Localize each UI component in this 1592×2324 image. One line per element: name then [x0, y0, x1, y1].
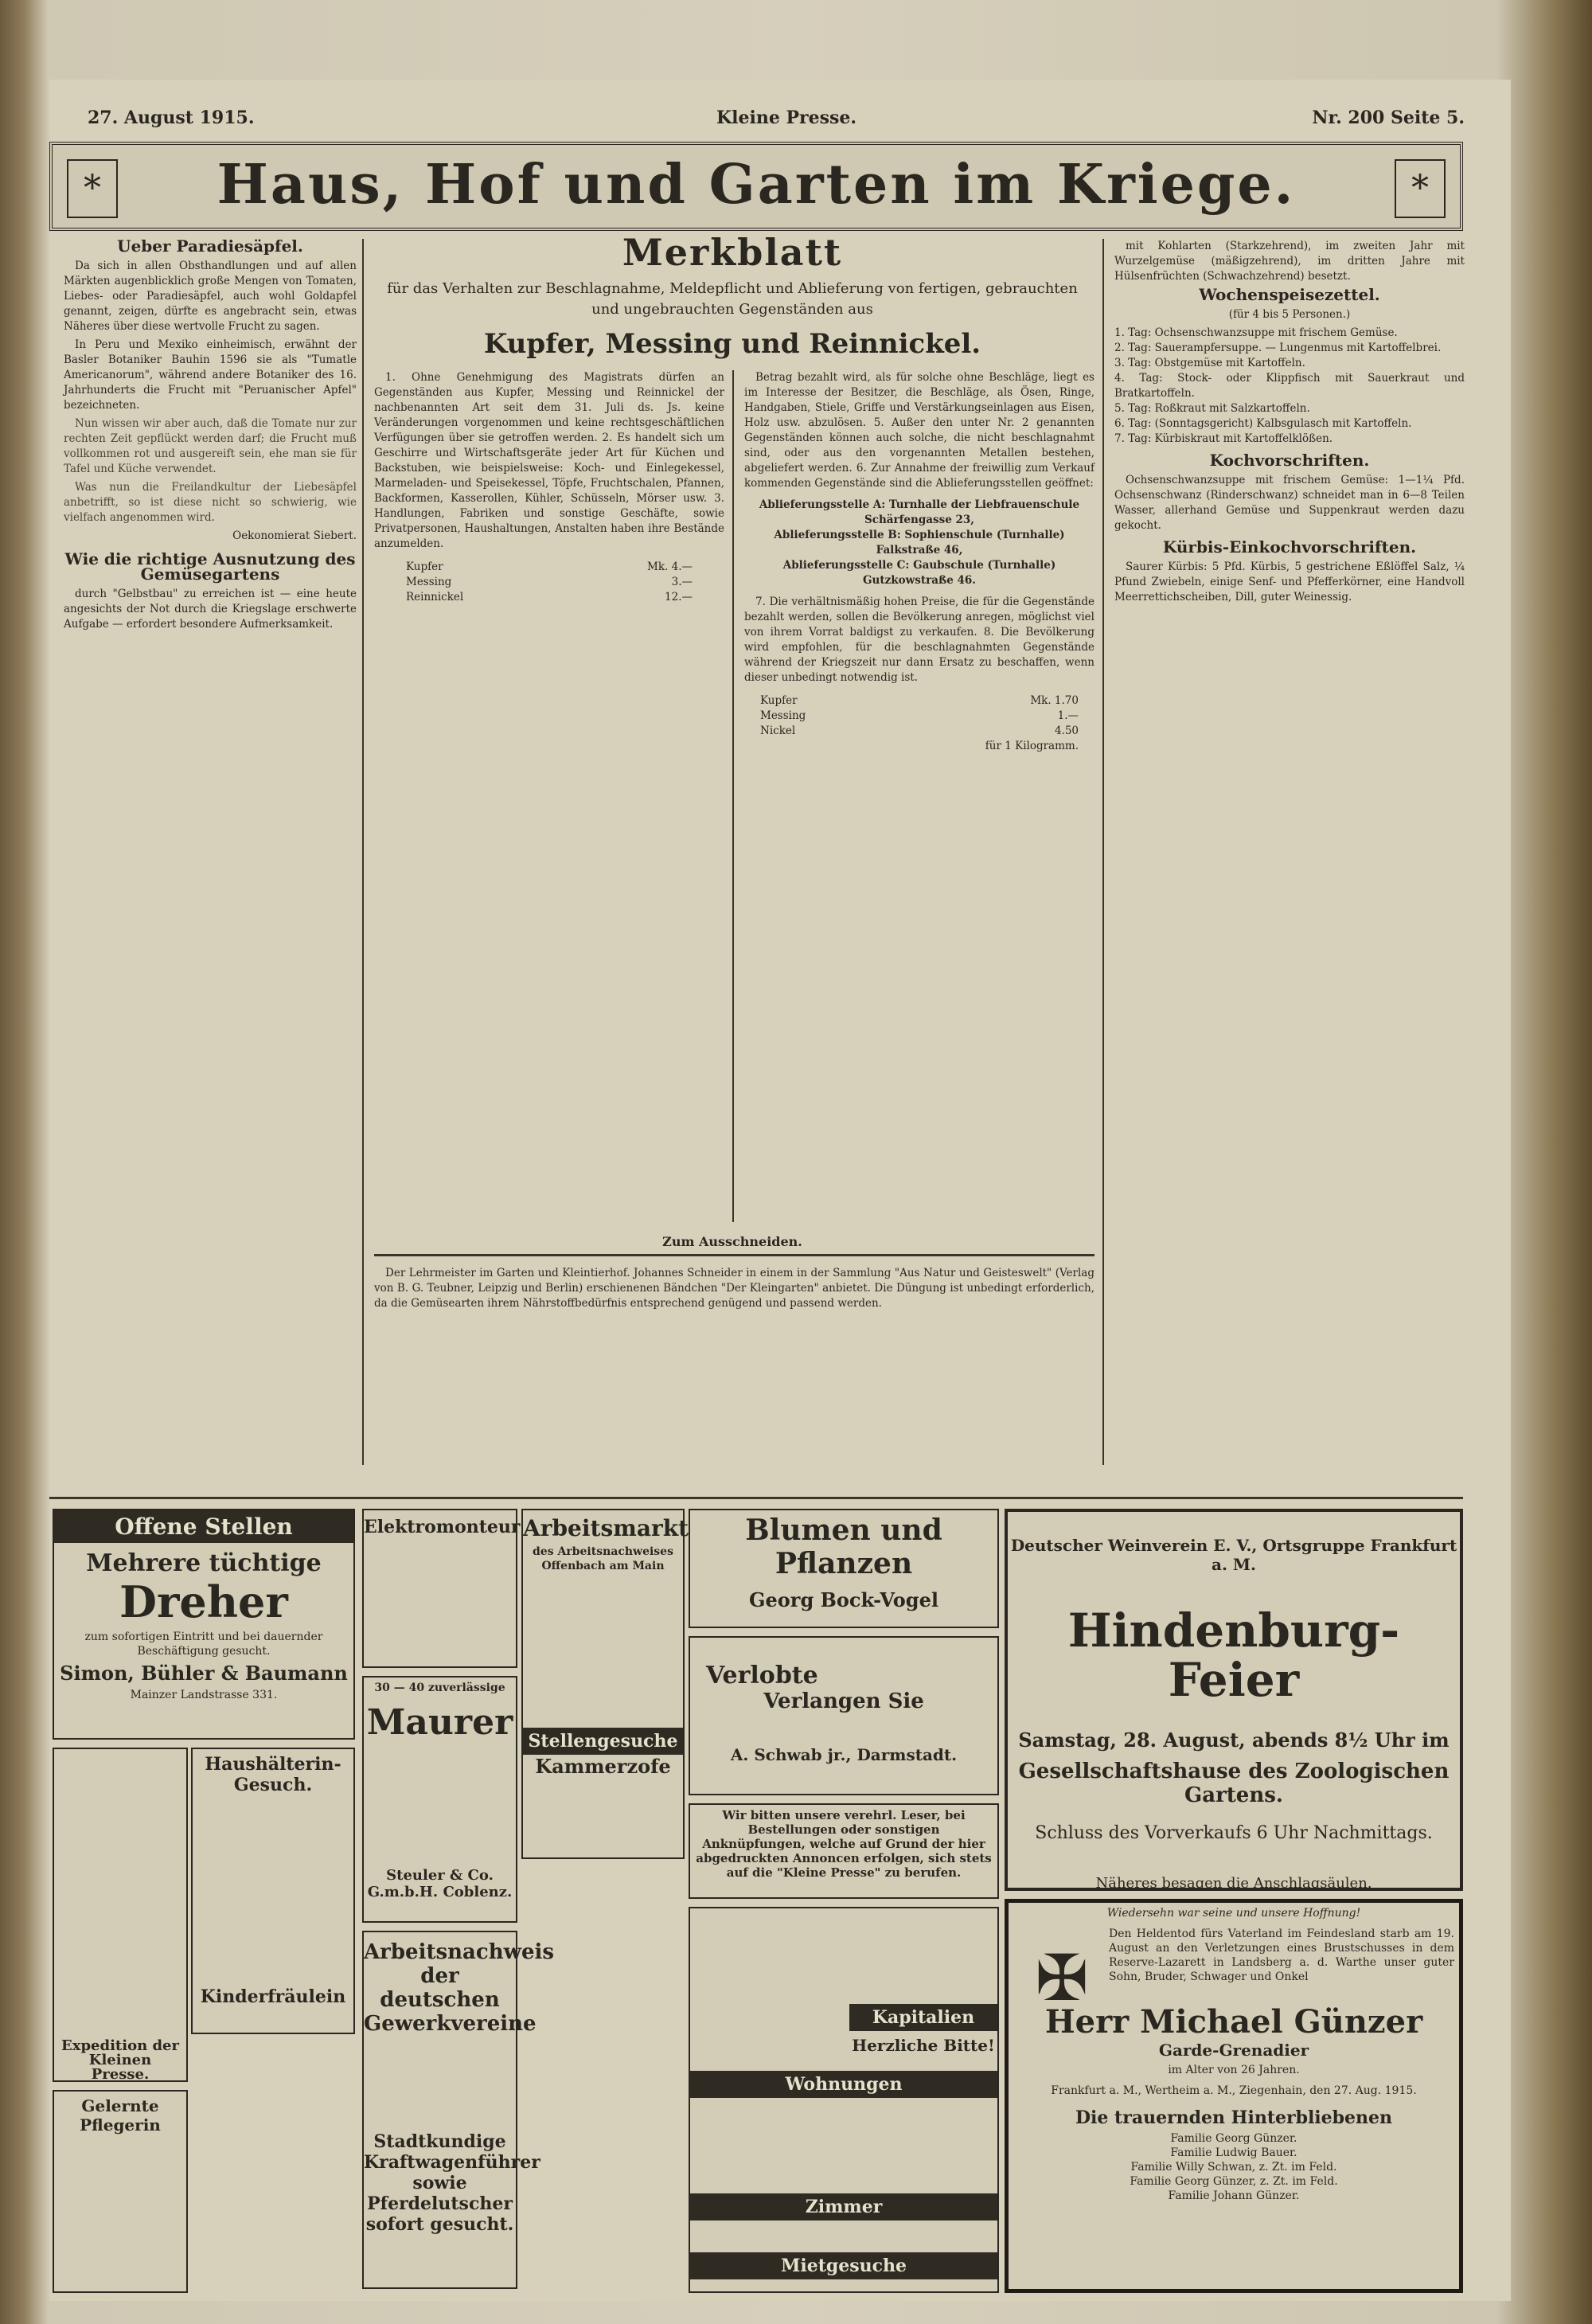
section-heading: Kochvorschriften. — [1209, 451, 1370, 470]
stelle-b: Ablieferungsstelle B: Sophienschule (Turnhalle) Falkstraße 46, — [774, 529, 1065, 557]
ad-hindenburg-feier — [1005, 1509, 1463, 1891]
day-list — [1114, 326, 1465, 447]
ad-text: zum sofortigen Eintritt und bei dauernder Beschäftigung gesucht. — [84, 1631, 323, 1658]
day-item: 1. Tag: Ochsenschwanzsuppe mit frischem Gemüse. — [1114, 326, 1398, 339]
ad-arbeitsnachweis — [362, 1931, 555, 2289]
header-date: 27. August 1915. — [88, 107, 255, 128]
ad-header: Stellengesuche — [523, 1728, 683, 1755]
ad-section-rule — [49, 1497, 1463, 1499]
ad-text: Samstag, 28. August, abends 8½ Uhr im — [1018, 1728, 1450, 1752]
day-item: 4. Tag: Stock- oder Klippfisch mit Sauerkraut und Bratkartoffeln. — [1114, 372, 1465, 400]
column-paradiesaepfel — [64, 236, 357, 1612]
mourner-item: Familie Georg Günzer. — [1170, 2132, 1297, 2145]
day-item: 5. Tag: Roßkraut mit Salzkartoffeln. — [1114, 402, 1310, 415]
ad-text: des Arbeitsnachweises Offenbach am Main — [533, 1545, 673, 1572]
day-item: 6. Tag: (Sonntagsgericht) Kalbsgulasch mit Kartoffeln. — [1114, 417, 1412, 430]
section-banner — [49, 142, 1463, 231]
ad-headline: Kammerzofe — [535, 1755, 671, 1778]
paragraph: Nun wissen wir aber auch, daß die Tomate nur zur rechten Zeit gepflückt werden darf; die Frucht muß vollkommen rot und ausgereift sein, ehe man sie für Tafel und Küche verwendet. — [64, 417, 357, 475]
ad-header: Offene Stellen — [54, 1510, 353, 1543]
paragraph: Ochsenschwanzsuppe mit frischem Gemüse: 1—1¼ Pfd. Ochsenschwanz (Rinderschwanz) schneidet man in 6—8 Teilen Wasser, allerhand Gemüse und Suppenkraut werden dazu gekocht. — [1114, 474, 1465, 532]
ad-text: Wiedersehn war seine und unsere Hoffnung! — [1106, 1907, 1361, 1920]
merkblatt-subtitle: für das Verhalten zur Beschlagnahme, Meldepflicht und Ablieferung von fertigen, gebrauchten und ungebrauchten Gegenständen aus — [387, 280, 1078, 318]
paragraph: Der Lehrmeister im Garten und Kleintierhof. Johannes Schneider in einem in der Sammlung "Aus Natur und Geisteswelt" (Verlag von B. G. Teubner, Leipzig und Berlin) erschienenen Bändchen "Der Kleingarten" anbietet. Die Düngung ist unbedingt erforderlich, da die Gemüsearten ihrem Nährstoffbedürfnis entsprechend genügend und passend werden. — [374, 1267, 1094, 1310]
merkblatt-title-block — [374, 231, 1091, 360]
ad-headline: Verlangen Sie — [763, 1689, 924, 1713]
ad-death-notice — [1005, 1899, 1463, 2293]
ad-header: Zimmer — [690, 2193, 997, 2220]
merkblatt-title: Merkblatt — [622, 231, 843, 274]
merkblatt-material: Kupfer, Messing und Reinnickel. — [483, 328, 981, 360]
iron-cross-icon: ✠ — [1035, 1941, 1089, 2015]
ad-header: Wohnungen — [690, 2071, 997, 2098]
ad-address: Mainzer Landstrasse 331. — [130, 1689, 278, 1701]
paragraph: 7. Die verhältnismäßig hohen Preise, die für die Gegenstände bezahlt werden, sollen die Bevölkerung anregen, möglichst viel von ihrem Vorrat baldigst zu verkaufen. 8. Die Bevölkerung wird empfohlen, für die beschlagnahmten Gegenstände während der Kriegszeit nur dann Ersatz zu beschaffen, wenn dieser unbedingt notwendig ist. — [744, 596, 1094, 684]
ad-text: Den Heldentod fürs Vaterland im Feindesland starb am 19. August an den Verletzungen eines Brustschusses in dem Reserve-Lazarett in Landsberg a. d. Warthe unser guter Sohn, Bruder, Schwager und Onkel — [1109, 1928, 1454, 1983]
price-unit: für 1 Kilogramm. — [985, 740, 1079, 752]
price-row: Reinnickel 12.— — [406, 591, 693, 603]
paragraph: Da sich in allen Obsthandlungen und auf allen Märkten augenblicklich große Mengen von Tomaten, Liebes- oder Paradiesäpfel, auch wohl Goldapfel genannt, zeigen, dürfte es angebracht sein, etwas Näheres über diese wertvolle Frucht zu sagen. — [64, 260, 357, 333]
article-heading: Wie die richtige Ausnutzung des Gemüsegartens — [64, 549, 356, 584]
ad-maurer — [362, 1676, 517, 1923]
ad-headline: Arbeitsmarkt — [523, 1515, 689, 1541]
ad-elektromonteur — [362, 1509, 521, 1668]
ad-headline: Herr Michael Günzer — [1044, 2003, 1423, 2041]
ad-headline: Hindenburg-Feier — [1067, 1603, 1400, 1707]
price-row: Kupfer Mk. 1.70 — [760, 694, 1079, 707]
ad-headline: Kinderfräulein — [200, 1986, 346, 2007]
paragraph: durch "Gelbstbau" zu erreichen ist — eine heute angesichts der Not durch die Kriegslage erschwerte Aufgabe — erfordert besondere Aufmerksamkeit. — [64, 588, 357, 631]
paragraph: Betrag bezahlt wird, als für solche ohne Beschläge, liegt es im Interesse der Besitzer, die Beschläge, als Ösen, Ringe, Handgaben, Stiele, Griffe und Verstärkungseinlagen aus Eisen, Holz usw. abzulösen. 5. Außer den unter Nr. 2 genannten Gegenständen können auch solche, die nicht beschlagnahmt sind, oder aus den vorgenannten Metallen bestehen, abgeliefert werden. 6. Zur Annahme der freiwillig zum Verkauf kommenden Gegenstände sind die Ablieferungsstellen geöffnet: — [744, 371, 1094, 490]
bottom-article — [374, 1266, 1094, 1469]
ad-text: Frankfurt a. M., Wertheim a. M., Ziegenhain, den 27. Aug. 1915. — [1051, 2084, 1417, 2097]
ad-headline: Dreher — [119, 1576, 288, 1627]
header-paper-name: Kleine Presse. — [716, 107, 857, 128]
mourner-item: Familie Ludwig Bauer. — [1170, 2146, 1297, 2159]
paragraph: mit Kohlarten (Starkzehrend), im zweiten Jahr mit Wurzelgemüse (mäßigzehrend), im dritten Jahre mit Hülsenfrüchten (Schwachzehrend) besetzt. — [1114, 240, 1465, 283]
day-item: 3. Tag: Obstgemüse mit Kartoffeln. — [1114, 357, 1305, 369]
merkblatt-column-2 — [744, 370, 1094, 1222]
ad-text: Gesellschaftshause des Zoologischen Gartens. — [1018, 1760, 1450, 1807]
ad-text: Mehrere tüchtige — [86, 1549, 322, 1577]
section-subheading: (für 4 bis 5 Personen.) — [1228, 308, 1351, 321]
ad-headline: Die trauernden Hinterbliebenen — [1075, 2107, 1393, 2128]
ad-text: Näheres besagen die Anschlagsäulen. — [1095, 1875, 1372, 1892]
final-price-list — [760, 693, 1079, 754]
ad-headline: Herzliche Bitte! — [852, 2036, 995, 2055]
ad-text: Schluss des Vorverkaufs 6 Uhr Nachmittags. — [1035, 1823, 1433, 1843]
paragraph: Saurer Kürbis: 5 Pfd. Kürbis, 5 gestrichene Eßlöffel Salz, ¼ Pfund Zwiebeln, einige Senf- und Pfefferkörner, eine Handvoll Meerrettichscheiben, Dill, guter Weinessig. — [1114, 560, 1465, 603]
ad-dreher — [53, 1509, 355, 1740]
stelle-a: Ablieferungsstelle A: Turnhalle der Liebfrauenschule Schärfengasse 23, — [759, 498, 1080, 526]
ad-headline: Maurer — [366, 1702, 513, 1743]
ad-header: Mietgesuche — [690, 2252, 997, 2279]
ad-firm: Simon, Bühler & Baumann — [60, 1662, 348, 1685]
ad-classifieds — [689, 1907, 999, 2293]
ad-haushaelterin — [191, 1748, 355, 2034]
column-right — [1114, 239, 1465, 1469]
ad-text: Expedition der Kleinen Presse. — [61, 2037, 179, 2083]
price-list — [406, 560, 693, 605]
ablieferungsstellen — [744, 498, 1094, 588]
merkblatt-column-1 — [374, 370, 724, 1222]
article-heading: Ueber Paradiesäpfel. — [117, 236, 303, 256]
mourner-list — [1009, 2128, 1459, 2206]
price-row: Kupfer Mk. 4.— — [406, 560, 693, 573]
column-divider — [362, 239, 364, 1465]
ad-text: Garde-Grenadier — [1158, 2041, 1309, 2060]
day-item: 2. Tag: Sauerampfersuppe. — Lungenmus mit Kartoffelbrei. — [1114, 342, 1442, 354]
price-row: Messing 3.— — [406, 576, 693, 588]
ad-bitten — [689, 1803, 999, 1899]
paragraph: 1. Ohne Genehmigung des Magistrats dürfen an Gegenständen aus Kupfer, Messing und Reinnickel der nachbenannten Art seit dem 31. Juli ds. Js. keine Veränderungen vorgenommen und keine rechtsgeschäftlichen Verfügungen über sie getroffen werden. 2. Es handelt sich um Geschirre und Wirtschaftsgeräte jeder Art für Küchen und Backstuben, wie beispielsweise: Koch- und Einlegekessel, Marmeladen- und Speisekessel, Töpfe, Fruchtschalen, Pfannen, Backformen, Kasserollen, Kühler, Schüsseln, Mörser usw. 3. Handlungen, Fabriken und sonstige Geschäfte, sowie Privatpersonen, Haushaltungen, Anstalten haben ihre Bestände anzumelden. — [374, 371, 724, 550]
ad-firm: Georg Bock-Vogel — [749, 1588, 938, 1611]
ad-text: im Alter von 26 Jahren. — [1168, 2064, 1300, 2076]
header-page-number: Nr. 200 Seite 5. — [1312, 107, 1465, 128]
ad-headline: Verlobte — [706, 1662, 818, 1689]
stelle-c: Ablieferungsstelle C: Gaubschule (Turnhalle) Gutzkowstraße 46. — [782, 559, 1056, 587]
section-heading: Wochenspeisezettel. — [1199, 285, 1380, 304]
star-ornament-right: * — [1395, 159, 1446, 218]
mourner-item: Familie Willy Schwan, z. Zt. im Feld. — [1130, 2161, 1337, 2174]
ad-headline: Gelernte Pflegerin — [80, 2096, 161, 2135]
ad-firm: Steuler & Co. G.m.b.H. Coblenz. — [367, 1867, 513, 1900]
ad-arbeitsmarkt — [521, 1509, 689, 1859]
ad-headline: Stadtkundige Kraftwagenführer sowie Pferdelutscher sofort gesucht. — [364, 2131, 540, 2235]
price-row: Nickel 4.50 — [760, 725, 1079, 737]
ad-expedition — [53, 1748, 188, 2082]
cut-line — [374, 1254, 1094, 1256]
author-signature: Oekonomierat Siebert. — [232, 529, 357, 542]
column-divider — [732, 370, 734, 1222]
paragraph: In Peru und Mexiko einheimisch, erwähnt der Basler Botaniker Bauhin 1596 sie als "Tumatle Americanorum", während andere Botaniker des 16. Jahrhunderts die Frucht mit "Peruanischer Apfel" bezeichneten. — [64, 338, 357, 412]
ad-text: Wir bitten unsere verehrl. Leser, bei Bestellungen oder sonstigen Anknüpfungen, welche auf Grund der hier abgedruckten Annoncen erfolgen, sich stets auf die "Kleine Presse" zu berufen. — [696, 1808, 992, 1880]
mourner-item: Familie Georg Günzer, z. Zt. im Feld. — [1130, 2175, 1338, 2188]
star-ornament-left: * — [67, 159, 118, 218]
ad-text: Deutscher Weinverein E. V., Ortsgruppe Frankfurt a. M. — [1010, 1536, 1457, 1574]
price-row: Messing 1.— — [760, 709, 1079, 722]
paragraph: Was nun die Freilandkultur der Liebesäpfel anbetrifft, so ist diese nicht so schwierig, wie vielfach angenommen wird. — [64, 481, 357, 524]
ad-blumen — [689, 1509, 999, 1628]
ad-firm: A. Schwab jr., Darmstadt. — [730, 1745, 958, 1764]
mourner-item: Familie Johann Günzer. — [1168, 2189, 1300, 2202]
day-item: 7. Tag: Kürbiskraut mit Kartoffelklößen. — [1114, 432, 1333, 445]
column-divider — [1102, 239, 1104, 1465]
ad-headline: Blumen und Pflanzen — [745, 1514, 942, 1580]
section-title: Haus, Hof und Garten im Kriege. — [217, 153, 1296, 217]
ad-header: Kapitalien — [849, 2004, 997, 2031]
ad-headline: Arbeitsnachweis der deutschen Gewerkvereine — [364, 1940, 555, 2036]
ad-headline: Haushälterin-Gesuch. — [205, 1754, 341, 1795]
cut-line-label: Zum Ausschneiden. — [662, 1234, 802, 1249]
ad-pflegerin — [53, 2090, 188, 2293]
ad-verlobte — [689, 1636, 999, 1795]
ad-text: 30 — 40 zuverlässige — [374, 1681, 505, 1694]
ad-headline: Elektromonteur — [364, 1517, 521, 1537]
section-heading: Kürbis-Einkochvorschriften. — [1162, 537, 1417, 557]
running-header — [88, 107, 1465, 131]
